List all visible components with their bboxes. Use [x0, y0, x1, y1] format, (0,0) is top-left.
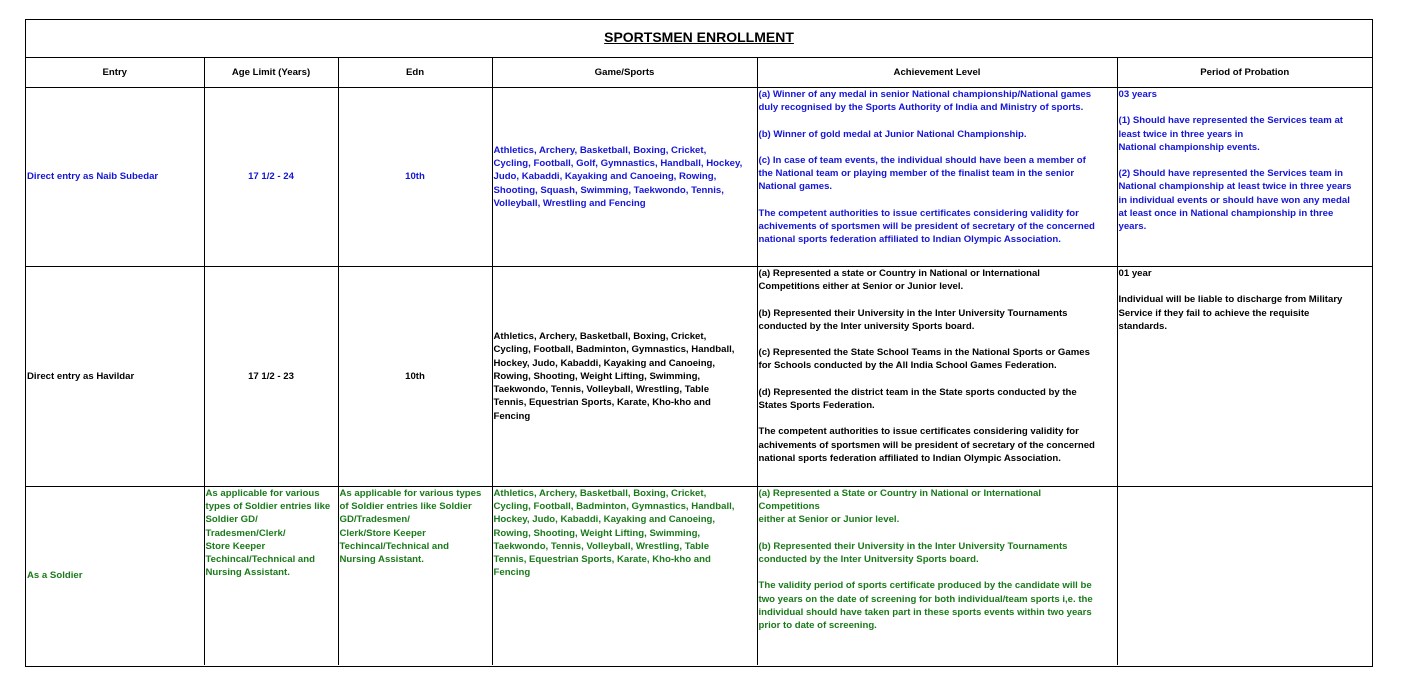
- probation-cell: [1117, 267, 1372, 487]
- entry-cell: Direct entry as Havildar: [26, 267, 204, 487]
- header-period-of-probation: Period of Probation: [1117, 58, 1372, 88]
- games-cell: Athletics, Archery, Basketball, Boxing, Cricket, Cycling, Football, Badminton, Gymnastics, Handball, Hockey, Judo, Kabaddi, Kayaking and Canoeing, Rowing, Shooting, Weight Lifting, Swimming, Taekwondo, Tennis, Volleyball, Wrestling, Table Tennis, Equestrian Sports, Karate, Kho-kho and Fencing: [492, 487, 757, 666]
- table-row: [26, 88, 1372, 267]
- age-cell: 17 1/2 - 24: [204, 88, 338, 267]
- achievement-cell: [757, 487, 1117, 666]
- probation-cell: [1117, 88, 1372, 267]
- edn-cell: As applicable for various types of Soldier entries like Soldier GD/Tradesmen/ Clerk/Store Keeper Techincal/Technical and Nursing Assistant.: [338, 487, 492, 666]
- edn-cell: 10th: [338, 88, 492, 267]
- achievement-cell: [757, 88, 1117, 267]
- enrollment-sheet: [25, 19, 1373, 667]
- header-entry: Entry: [26, 58, 204, 88]
- enrollment-table: [26, 57, 1372, 665]
- achievement-item: (b) Represented their University in the Inter University Tournaments conducted by the Inter Unitversity Sports board.: [758, 540, 1068, 565]
- achievement-item: (c) In case of team events, the individual should have been a member of the National team or playing member of the finalist team in the senior National games.: [758, 154, 1086, 193]
- header-edn: Edn: [338, 58, 492, 88]
- achievement-item: The competent authorities to issue certificates considering validity for achivements of sportsmen will be president of secretary of the concerned national sports federation affiliated to Indian Olympic Association.: [758, 426, 1095, 464]
- achievement-item: (d) Represented the district team in the State sports conducted by the States Sports Federation.: [758, 386, 1077, 411]
- achievement-item: (a) Winner of any medal in senior National championship/National games duly recognised by the Sports Authority of India and Ministry of sports.: [758, 89, 1092, 114]
- achievement-item: (a) Represented a state or Country in National or International Competitions either at Senior or Junior level.: [758, 268, 1040, 293]
- header-achievement-level: Achievement Level: [757, 58, 1117, 88]
- header-game-sports: Game/Sports: [492, 58, 757, 88]
- achievement-item: The validity period of sports certificate produced by the candidate will be two years on the date of screening for both individual/team sports i,e. the individual should have taken part in these sports events within two years prior to date of screening.: [758, 580, 1093, 631]
- header-age-limit: Age Limit (Years): [204, 58, 338, 88]
- probation-item: (2) Should have represented the Services team in National championship at least twice in three years in individual events or should have won any medal at least once in National championship in three years.: [1118, 168, 1352, 232]
- edn-cell: 10th: [338, 267, 492, 487]
- probation-item: 01 year: [1118, 268, 1152, 279]
- achievement-item: (b) Represented their University in the Inter University Tournaments conducted by the Inter university Sports board.: [758, 307, 1068, 332]
- achievement-item: (c) Represented the State School Teams in the National Sports or Games for Schools conducted by the All India School Games Federation.: [758, 347, 1090, 372]
- games-cell: Athletics, Archery, Basketball, Boxing, Cricket, Cycling, Football, Golf, Gymnastics, Handball, Hockey, Judo, Kabaddi, Kayaking and Canoeing, Rowing, Shooting, Squash, Swimming, Taekwondo, Tennis, Volleyball, Wrestling and Fencing: [492, 88, 757, 267]
- games-cell: Athletics, Archery, Basketball, Boxing, Cricket, Cycling, Football, Badminton, Gymnastics, Handball, Hockey, Judo, Kabaddi, Kayaking and Canoeing, Rowing, Shooting, Weight Lifting, Swimming, Taekwondo, Tennis, Volleyball, Wrestling, Table Tennis, Equestrian Sports, Karate, Kho-kho and Fencing: [492, 267, 757, 487]
- table-row: [26, 487, 1372, 666]
- entry-cell: As a Soldier: [26, 487, 204, 666]
- age-cell: 17 1/2 - 23: [204, 267, 338, 487]
- age-cell: As applicable for various types of Soldier entries like Soldier GD/ Tradesmen/Clerk/ Store Keeper Techincal/Technical and Nursing Assistant.: [204, 487, 338, 666]
- page-title: SPORTSMEN ENROLLMENT: [604, 29, 794, 45]
- probation-cell: [1117, 487, 1372, 666]
- entry-cell: Direct entry as Naib Subedar: [26, 88, 204, 267]
- title-row: [26, 20, 1372, 58]
- achievement-item: (a) Represented a State or Country in National or International Competitions either at Senior or Junior level.: [758, 488, 1042, 526]
- table-row: [26, 267, 1372, 487]
- header-row: [26, 58, 1372, 88]
- probation-item: 03 years: [1118, 89, 1157, 100]
- probation-item: Individual will be liable to discharge from Military Service if they fail to achieve the requisite standards.: [1118, 294, 1343, 332]
- probation-item: (1) Should have represented the Services team at least twice in three years in National championship events.: [1118, 115, 1343, 153]
- achievement-cell: [757, 267, 1117, 487]
- achievement-item: (b) Winner of gold medal at Junior National Championship.: [758, 128, 1027, 140]
- achievement-item: The competent authorities to issue certificates considering validity for achivements of sportsmen will be president of secretary of the concerned national sports federation affiliated to Indian Olympic Association.: [758, 207, 1095, 246]
